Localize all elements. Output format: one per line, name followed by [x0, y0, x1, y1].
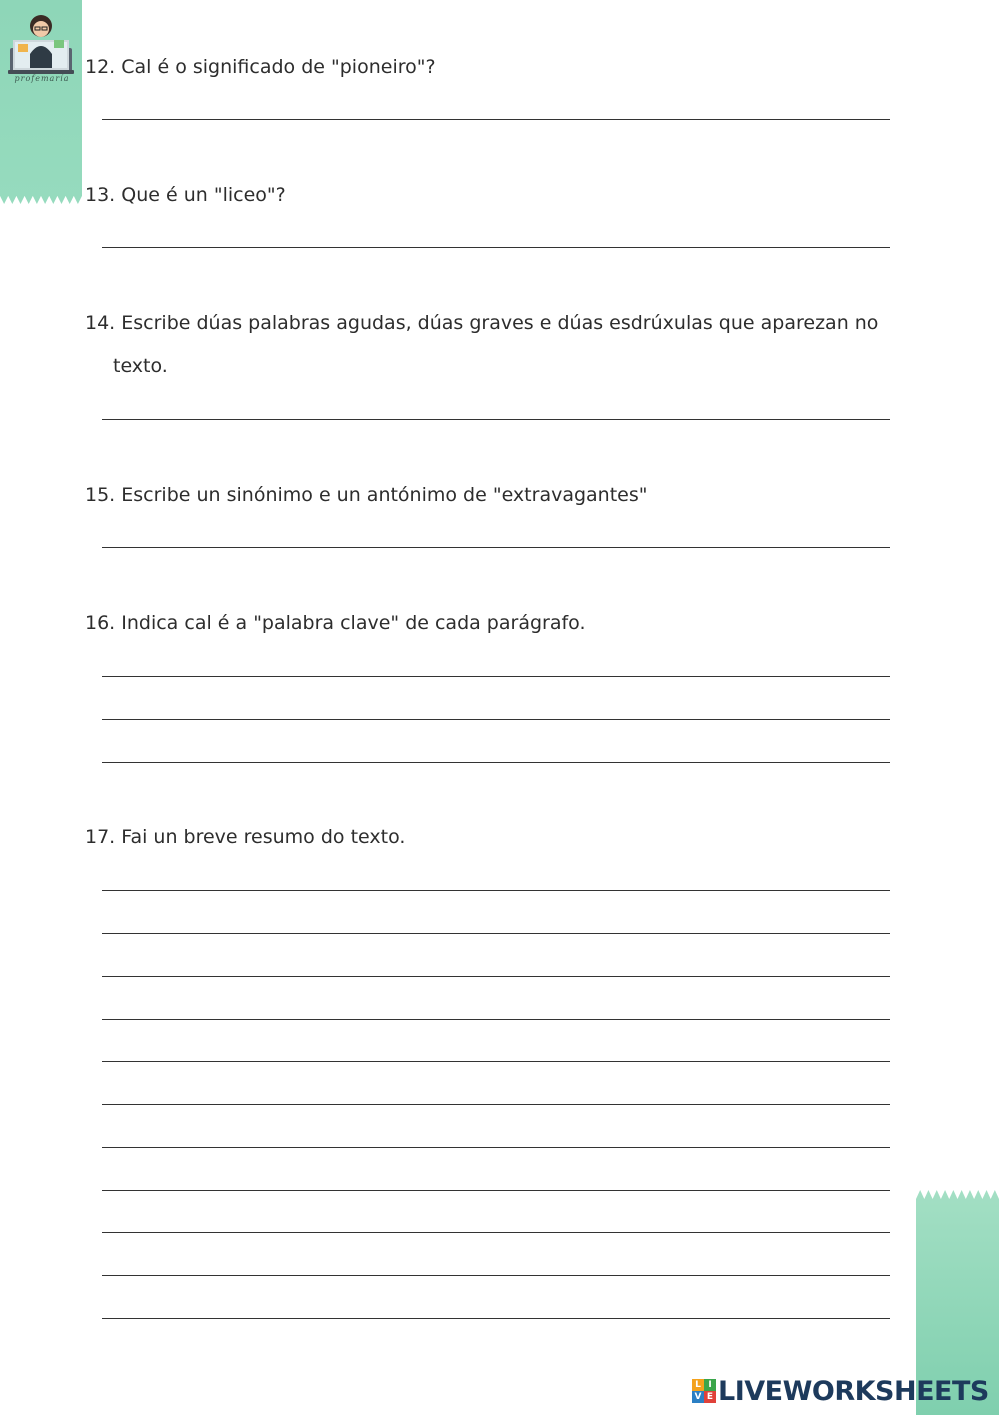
- logo-letter-v: V: [692, 1391, 704, 1403]
- question-12: 12. Cal é o significado de "pioneiro"?: [85, 56, 436, 78]
- logo-letter-e: E: [704, 1391, 716, 1403]
- answer-line-q17[interactable]: [102, 1019, 890, 1020]
- question-14: [85, 302, 878, 388]
- liveworksheets-brand[interactable]: [692, 1374, 989, 1408]
- answer-line-q17[interactable]: [102, 1147, 890, 1148]
- answer-line-q17[interactable]: [102, 1318, 890, 1319]
- answer-line-q17[interactable]: [102, 1275, 890, 1276]
- question-14-continuation: texto.: [113, 355, 168, 377]
- question-13: 13. Que é un "liceo"?: [85, 184, 286, 206]
- answer-line-q17[interactable]: [102, 1104, 890, 1105]
- question-17: 17. Fai un breve resumo do texto.: [85, 826, 406, 848]
- answer-line-q16[interactable]: [102, 676, 890, 677]
- question-14-text: 14. Escribe dúas palabras agudas, dúas graves e dúas esdrúxulas que aparezan no: [85, 312, 879, 334]
- answer-line-q17[interactable]: [102, 890, 890, 891]
- logo-letter-i: I: [704, 1379, 716, 1391]
- brand-name: LIVEWORKSHEETS: [718, 1375, 989, 1407]
- answer-line-q15[interactable]: [102, 547, 890, 548]
- answer-line-q17[interactable]: [102, 1232, 890, 1233]
- answer-line-q17[interactable]: [102, 976, 890, 977]
- question-16: 16. Indica cal é a "palabra clave" de cada parágrafo.: [85, 612, 586, 634]
- answer-line-q17[interactable]: [102, 1190, 890, 1191]
- logo-letter-l: L: [692, 1379, 704, 1391]
- answer-line-q12[interactable]: [102, 119, 890, 120]
- answer-line-q16[interactable]: [102, 719, 890, 720]
- answer-line-q17[interactable]: [102, 933, 890, 934]
- question-15: 15. Escribe un sinónimo e un antónimo de "extravagantes": [85, 484, 648, 506]
- liveworksheets-logo-icon: [692, 1379, 716, 1403]
- logo-caption: profemaría: [14, 74, 70, 83]
- answer-line-q16[interactable]: [102, 762, 890, 763]
- answer-line-q17[interactable]: [102, 1061, 890, 1062]
- answer-line-q13[interactable]: [102, 247, 890, 248]
- answer-line-q14[interactable]: [102, 419, 890, 420]
